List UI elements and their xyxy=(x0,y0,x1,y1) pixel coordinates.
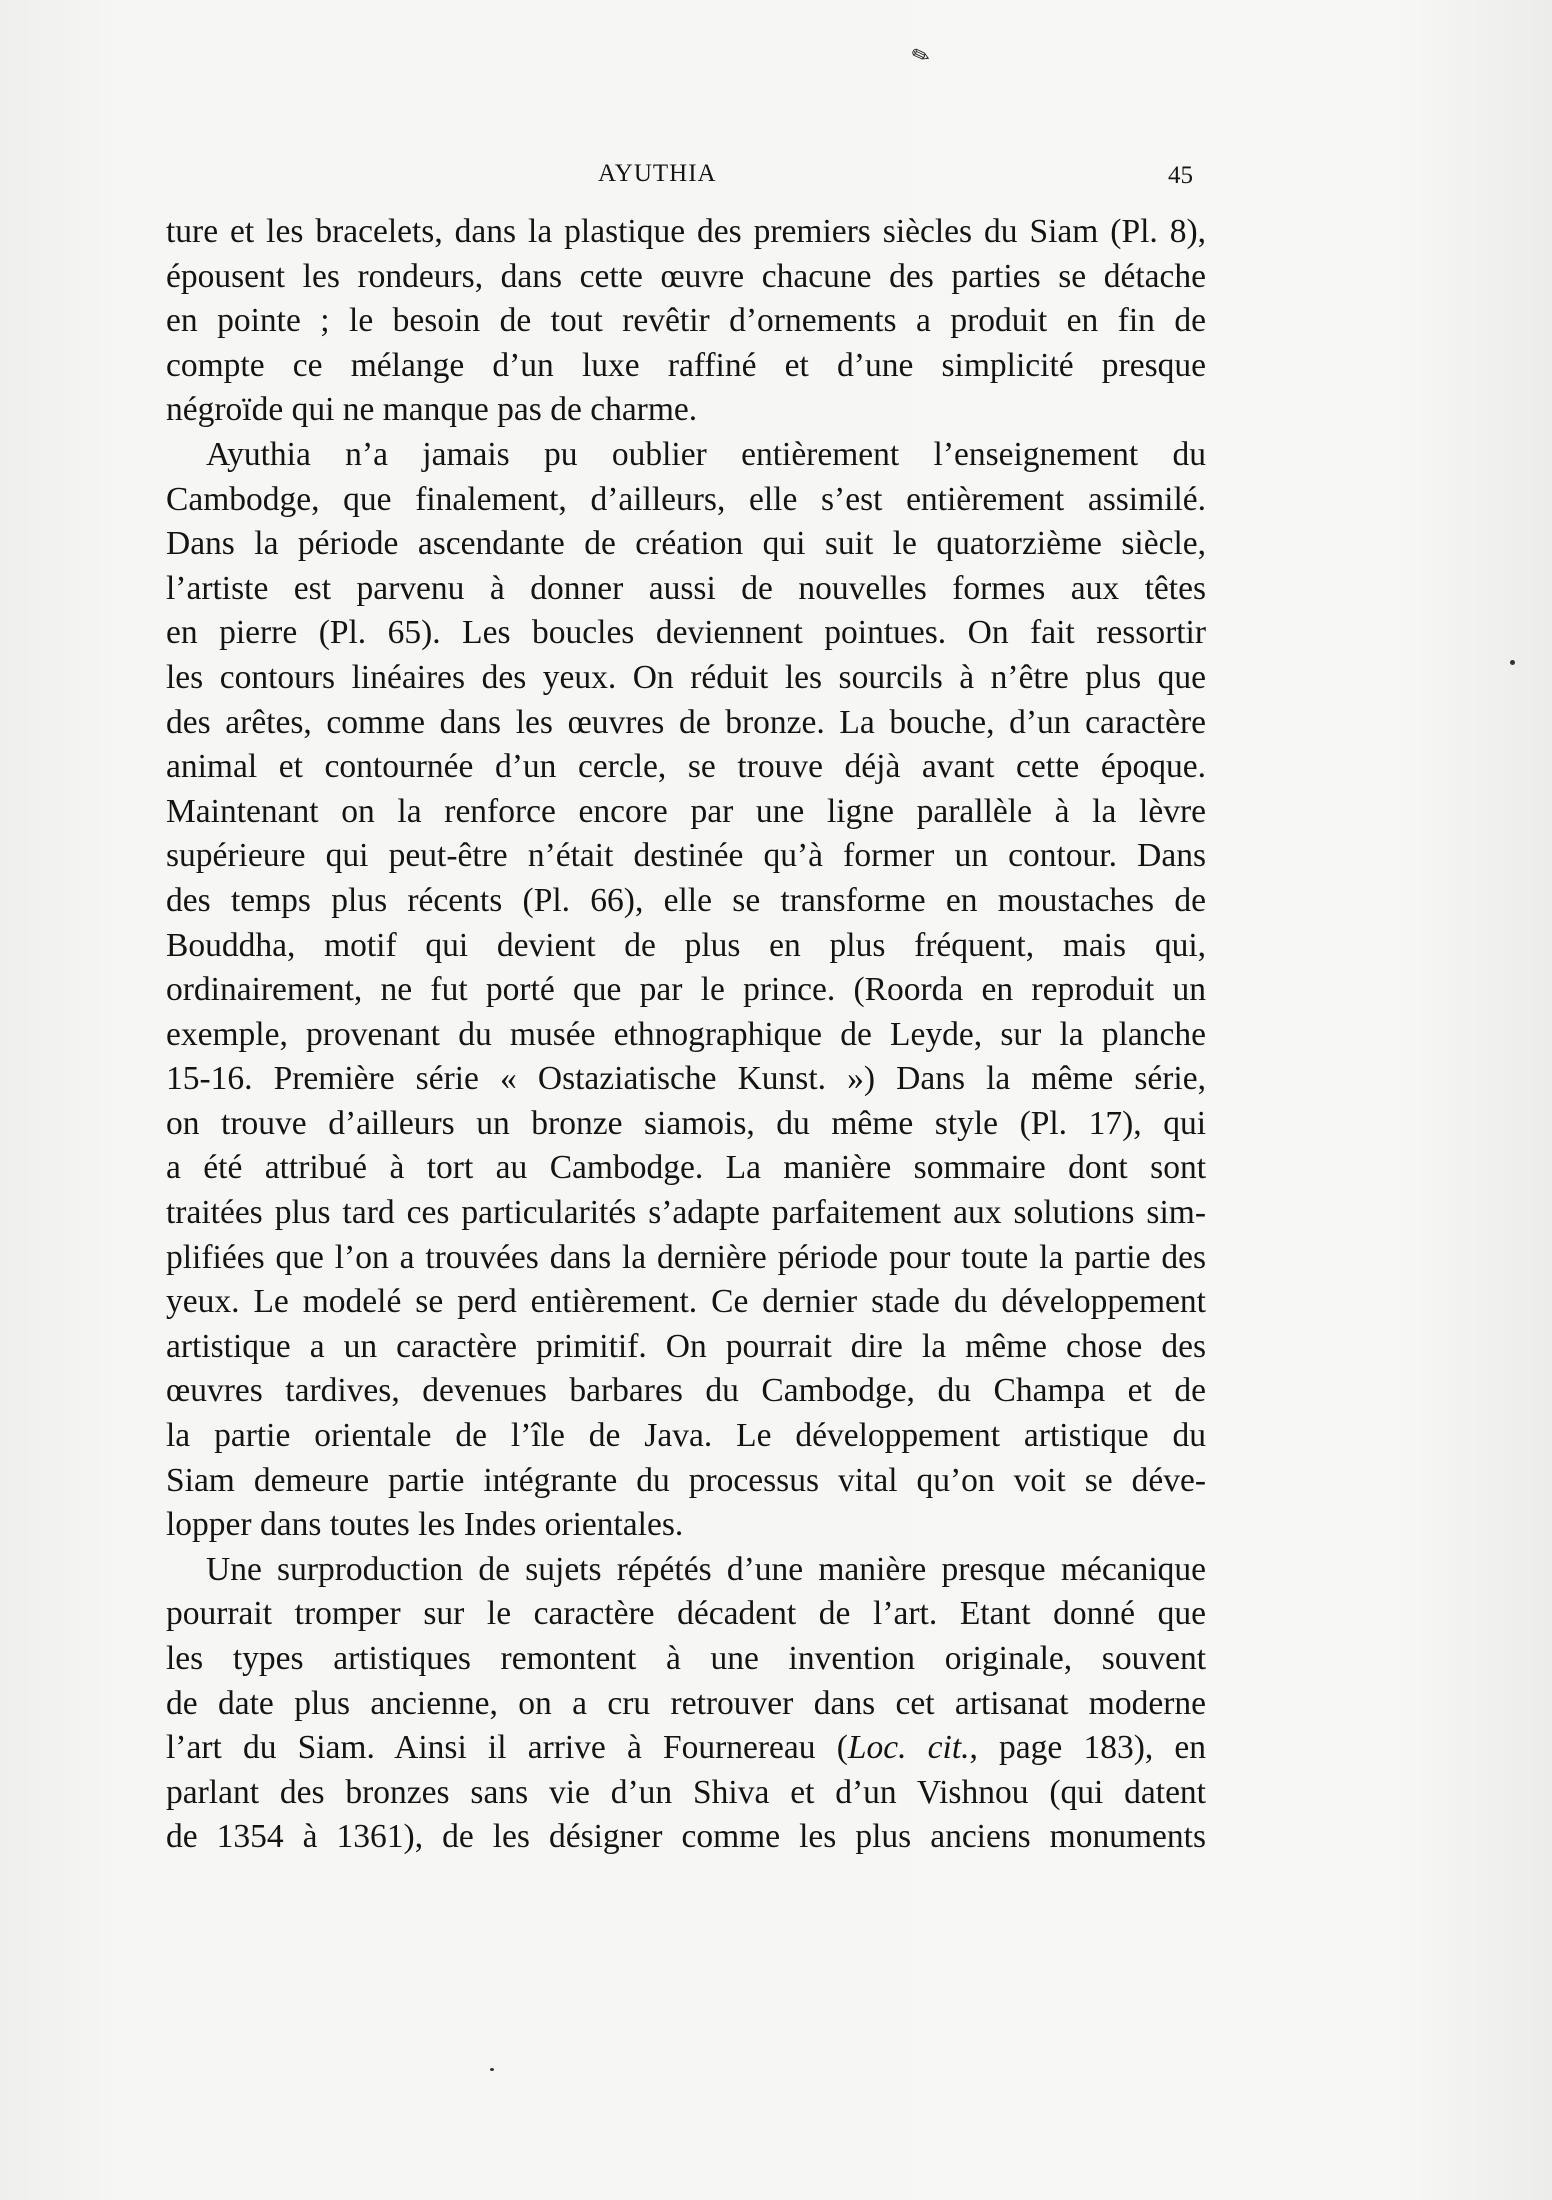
text-line xyxy=(166,1726,1206,1771)
text-line: l’artiste est parvenu à donner aussi de nouvelles formes aux têtes xyxy=(166,569,1206,607)
citation-italic: Loc. cit. xyxy=(847,1729,970,1767)
text-line: yeux. Le modelé se perd entièrement. Ce dernier stade du développement xyxy=(166,1283,1206,1321)
text-line: 15-16. Première série « Ostaziatische Kunst. ») Dans la même série, xyxy=(166,1060,1206,1098)
text-line: œuvres tardives, devenues barbares du Cambodge, du Champa et de xyxy=(166,1372,1206,1410)
text-line: de date plus ancienne, on a cru retrouver dans cet artisanat moderne xyxy=(166,1684,1206,1722)
text-line: la partie orientale de l’île de Java. Le développement artistique du xyxy=(166,1417,1206,1455)
text-line: ture et les bracelets, dans la plastique des premiers siècles du Siam (Pl. 8), xyxy=(166,213,1206,250)
text-line: négroïde qui ne manque pas de charme. xyxy=(166,391,698,429)
text-line: a été attribué à tort au Cambodge. La manière sommaire dont sont xyxy=(166,1149,1206,1187)
text-line: lopper dans toutes les Indes orientales. xyxy=(166,1506,684,1544)
running-header xyxy=(0,160,1552,200)
page-number: 45 xyxy=(1168,162,1193,189)
text-line: exemple, provenant du musée ethnographique de Leyde, sur la planche xyxy=(166,1015,1206,1053)
text-run: , page 183), en xyxy=(969,1729,1206,1767)
text-line: Cambodge, que finalement, d’ailleurs, elle s’est entièrement assimilé. xyxy=(166,480,1206,518)
paragraph-start-line: Ayuthia n’a jamais pu oublier entièrement l’enseignement du xyxy=(206,435,1206,473)
text-line: animal et contournée d’un cercle, se trouve déjà avant cette époque. xyxy=(166,748,1206,786)
text-line: ordinairement, ne fut porté que par le prince. (Roorda en reproduit un xyxy=(166,971,1206,1009)
text-line: de 1354 à 1361), de les désigner comme les plus anciens monuments xyxy=(166,1818,1206,1856)
paragraph-start-line: Une surproduction de sujets répétés d’une manière presque mécanique xyxy=(206,1550,1206,1588)
text-line: supérieure qui peut-être n’était destinée qu’à former un contour. Dans xyxy=(166,837,1206,875)
paper-speck xyxy=(490,2068,494,2071)
text-run: l’art du Siam. Ainsi il arrive à Fournereau ( xyxy=(166,1729,848,1767)
paper-speck xyxy=(1510,660,1515,665)
text-line: Siam demeure partie intégrante du processus vital qu’on voit se déve- xyxy=(166,1461,1206,1499)
text-line: Dans la période ascendante de création qui suit le quatorzième siècle, xyxy=(166,525,1206,563)
text-line: compte ce mélange d’un luxe raffiné et d’une simplicité presque xyxy=(166,346,1206,384)
text-line: en pointe ; le besoin de tout revêtir d’ornements a produit en fin de xyxy=(166,302,1206,340)
running-title: AYUTHIA xyxy=(598,160,717,187)
text-line: plifiées que l’on a trouvées dans la dernière période pour toute la partie des xyxy=(166,1238,1206,1276)
printer-mark: ✎ xyxy=(908,41,935,72)
text-line: pourrait tromper sur le caractère décadent de l’art. Etant donné que xyxy=(166,1595,1206,1633)
text-line: épousent les rondeurs, dans cette œuvre chacune des parties se détache xyxy=(166,257,1206,295)
text-line: parlant des bronzes sans vie d’un Shiva et d’un Vishnou (qui datent xyxy=(166,1773,1206,1811)
body-text xyxy=(166,210,1206,1860)
text-line: artistique a un caractère primitif. On pourrait dire la même chose des xyxy=(166,1327,1206,1365)
text-line: des arêtes, comme dans les œuvres de bronze. La bouche, d’un caractère xyxy=(166,703,1206,741)
text-line: traitées plus tard ces particularités s’adapte parfaitement aux solutions sim- xyxy=(166,1194,1206,1232)
text-line: Bouddha, motif qui devient de plus en plus fréquent, mais qui, xyxy=(166,926,1206,964)
text-line: Maintenant on la renforce encore par une ligne parallèle à la lèvre xyxy=(166,792,1206,830)
text-line: en pierre (Pl. 65). Les boucles deviennent pointues. On fait ressortir xyxy=(166,614,1206,652)
text-line: les types artistiques remontent à une invention originale, souvent xyxy=(166,1640,1206,1677)
text-line: on trouve d’ailleurs un bronze siamois, du même style (Pl. 17), qui xyxy=(166,1104,1206,1142)
text-line: des temps plus récents (Pl. 66), elle se transforme en moustaches de xyxy=(166,881,1206,919)
text-line: les contours linéaires des yeux. On réduit les sourcils à n’être plus que xyxy=(166,658,1206,696)
